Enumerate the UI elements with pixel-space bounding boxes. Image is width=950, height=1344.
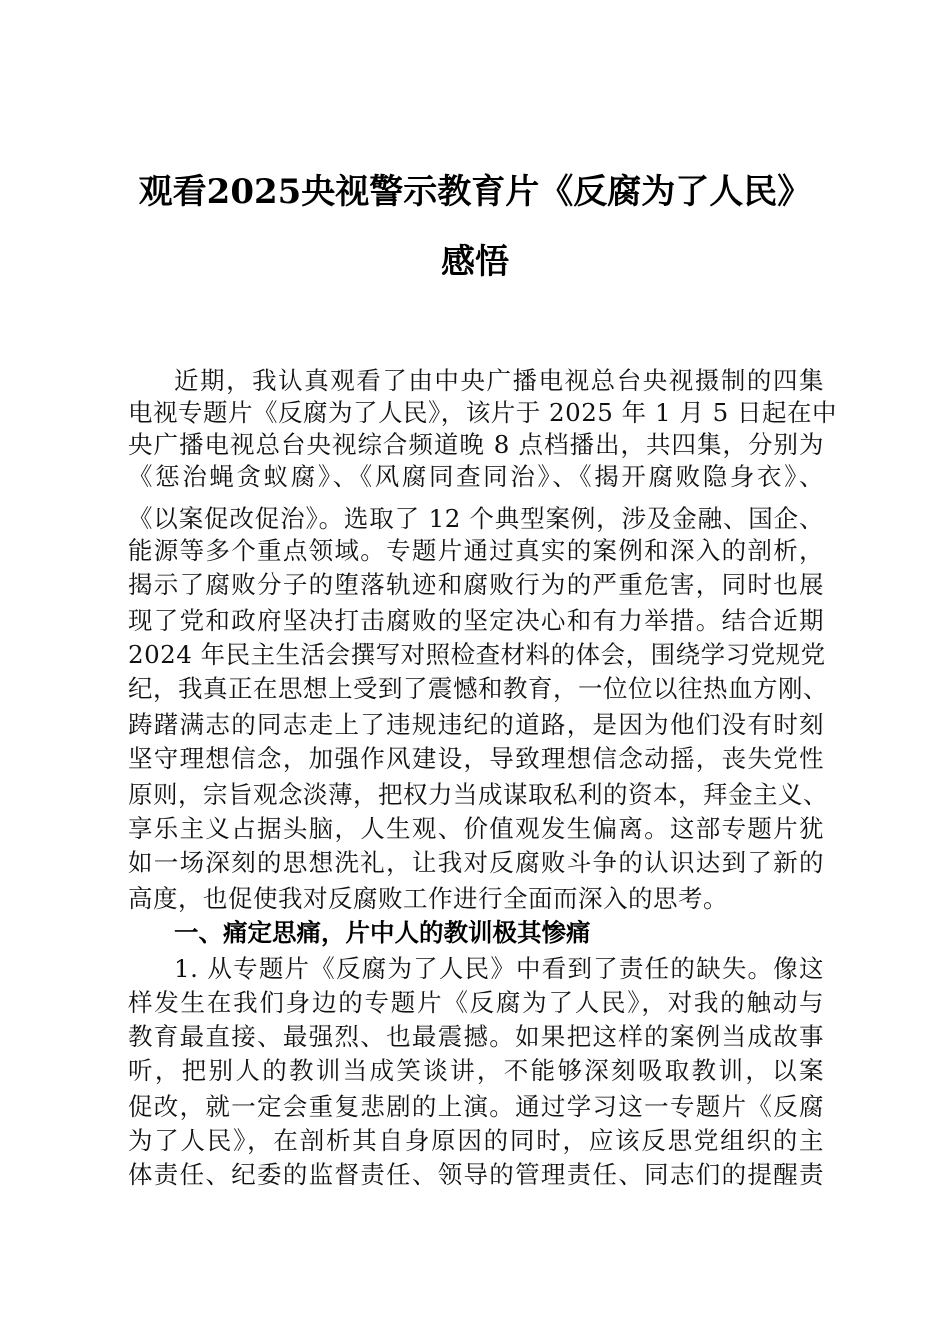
paragraph-line: 享乐主义占据头脑，人生观、价值观发生偏离。这部专题片犹 [128,814,824,843]
section-heading: 一、痛定思痛，片中人的教训极其惨痛 [174,918,591,947]
paragraph-line: 现了党和政府坚决打击腐败的坚定决心和有力举措。结合近期 [128,606,824,635]
paragraph-line: 听，把别人的教训当成笑谈讲，不能够深刻吸取教训，以案 [128,1056,824,1085]
paragraph-line: 《以案促改促治》。选取了 12 个典型案例，涉及金融、国企、 [128,504,824,533]
paragraph-line: 促改，就一定会重复悲剧的上演。通过学习这一专题片《反腐 [128,1092,824,1121]
paragraph-line: 教育最直接、最强烈、也最震撼。如果把这样的案例当成故事 [128,1022,824,1051]
document-title-line-1: 观看2025央视警示教育片《反腐为了人民》 [138,172,812,212]
paragraph-line: 坚守理想信念，加强作风建设，导致理想信念动摇，丧失党性 [128,744,824,773]
paragraph-line: 央广播电视总台央视综合频道晚 8 点档播出，共四集，分别为 [128,430,824,459]
paragraph-line: 揭示了腐败分子的堕落轨迹和腐败行为的严重危害，同时也展 [128,570,824,599]
paragraph-line: 电视专题片《反腐为了人民》，该片于 2025 年 1 月 5 日起在中 [128,398,838,427]
paragraph-line: 为了人民》，在剖析其自身原因的同时，应该反思党组织的主 [128,1126,824,1155]
paragraph-line: 如一场深刻的思想洗礼，让我对反腐败斗争的认识达到了新的 [128,848,824,877]
paragraph-line: 纪，我真正在思想上受到了震憾和教育，一位位以往热血方刚、 [128,674,828,703]
paragraph-line: 踌躇满志的同志走上了违规违纪的道路，是因为他们没有时刻 [128,710,824,739]
paragraph-line: 高度，也促使我对反腐败工作进行全面而深入的思考。 [128,884,728,913]
paragraph-line: 近期，我认真观看了由中央广播电视总台央视摄制的四集 [174,366,824,395]
paragraph-line: 2024 年民主生活会撰写对照检查材料的体会，围绕学习党规党 [128,640,826,669]
paragraph-line: 体责任、纪委的监督责任、领导的管理责任、同志们的提醒责 [128,1160,824,1189]
paragraph-line: 《惩治蝇贪蚁腐》、《风腐同查同治》、《揭开腐败隐身衣》、 [128,462,824,491]
document-title-line-2: 感悟 [441,242,509,282]
paragraph-line: 能源等多个重点领域。专题片通过真实的案例和深入的剖析， [128,536,824,565]
paragraph-line: 原则，宗旨观念淡薄，把权力当成谋取私利的资本，拜金主义、 [128,780,828,809]
paragraph-line: 1. 从专题片《反腐为了人民》中看到了责任的缺失。像这 [174,954,824,983]
paragraph-line: 样发生在我们身边的专题片《反腐为了人民》，对我的触动与 [128,988,824,1017]
